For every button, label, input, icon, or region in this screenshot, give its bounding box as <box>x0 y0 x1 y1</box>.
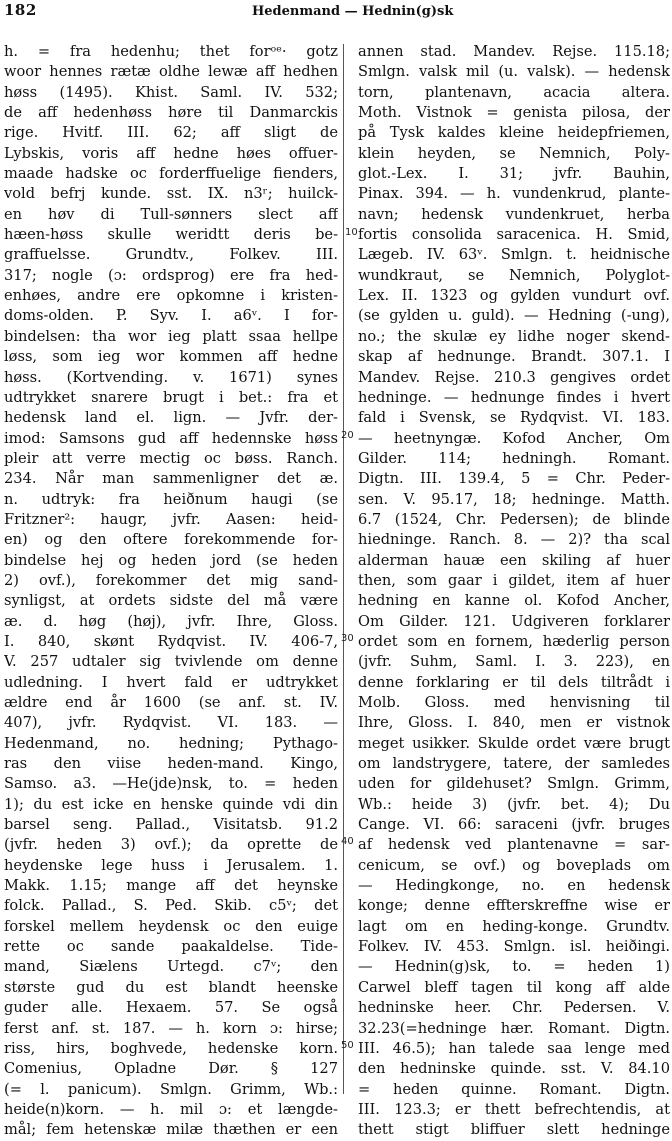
text-line: Moth. Vistnok = genista pilosa, der <box>358 104 670 122</box>
text-line: ældre end år 1600 (se anf. st. IV. <box>4 694 338 711</box>
text-line: = heden quinne. Romant. Digtn. <box>358 1080 670 1098</box>
text-line: woor hennes rætæ oldhe lewæ aff hedhen <box>4 63 338 81</box>
text-line: enhøes, andre ere opkomne i kristen- <box>4 287 338 305</box>
text-line: 1); du est icke en henske quinde vdi din <box>4 795 338 813</box>
page-header <box>0 0 672 26</box>
text-line: 32.23(=hedninge hær. Romant. Digtn. <box>358 1019 670 1037</box>
text-line: en) og den oftere forekommende for- <box>4 531 338 549</box>
text-line: hæen-høss skulle weridtt deris be- <box>4 226 338 244</box>
text-line: annen stad. Mandev. Rejse. 115.18; <box>358 43 670 60</box>
text-line: den hedninske quinde. sst. V. 84.10 <box>358 1060 670 1078</box>
text-line: wundkraut, se Nemnich, Polyglot- <box>358 266 670 284</box>
text-line: høss. (Kortvending. v. 1671) synes <box>4 368 338 386</box>
text-line: 317; nogle (ɔ: ordsprog) ere fra hed- <box>4 266 338 284</box>
text-line: synligst, at ordets sidste del må være <box>4 592 338 610</box>
text-line: Carwel bleff tagen til kong aff alde <box>358 978 670 996</box>
text-line: rige. Hvitf. III. 62; aff sligt de <box>4 124 338 142</box>
text-line: af hedensk ved plantenavne = sar- <box>358 836 670 854</box>
text-line: V. 257 udtaler sig tvivlende om denne <box>4 653 338 671</box>
text-line: barsel seng. Pallad., Visitatsb. 91.2 <box>4 816 338 834</box>
text-line: graffuelsse. Grundtv., Folkev. III. <box>4 246 338 264</box>
text-line: Molb. Gloss. med henvisning til <box>358 694 670 711</box>
text-line: lagt om en heding-konge. Grundtv. <box>358 917 670 935</box>
text-line: fortis consolida saracenica. H. Smid, <box>358 226 670 244</box>
text-line: navn; hedensk vundenkruet, herba <box>358 205 670 223</box>
left-column <box>4 42 338 1141</box>
text-line: III. 46.5); han talede saa lenge med <box>358 1039 670 1057</box>
text-line: meget usikker. Skulde ordet være brugt <box>358 734 670 752</box>
text-line: hedninge. — hednunge findes i hvert <box>358 388 670 406</box>
text-line: doms-olden. P. Syv. I. a6ᵛ. I for- <box>4 307 338 325</box>
text-line: (jvfr. Suhm, Saml. I. 3. 223), en <box>358 653 670 671</box>
text-line: løss, som ieg wor kommen aff hedne <box>4 348 338 366</box>
line-number: 50 <box>341 1040 354 1051</box>
text-line: torn, plantenavn, acacia altera. <box>358 83 670 101</box>
text-line: konge; denne effterskreffne wise er <box>358 897 670 915</box>
text-line: udledning. I hvert fald er udtrykket <box>4 673 338 691</box>
text-line: (= l. panicum). Smlgn. Grimm, Wb.: <box>4 1080 338 1098</box>
text-line: thett stigt bliffuer slett hedninge <box>358 1121 670 1139</box>
text-line: forskel mellem heydensk oc den euige <box>4 917 338 935</box>
text-line: Hedenmand, no. hedning; Pythago- <box>4 734 338 752</box>
text-line: skap af hednunge. Brandt. 307.1. I <box>358 348 670 366</box>
text-line: rette oc sande paakaldelse. Tide- <box>4 938 338 956</box>
text-line: ras den viise heden-mand. Kingo, <box>4 755 338 773</box>
text-line: 407), jvfr. Rydqvist. VI. 183. — <box>4 714 338 732</box>
line-number: 10 <box>345 227 358 238</box>
text-line: de aff hedenhøss høre til Danmarckis <box>4 104 338 122</box>
line-number: 30 <box>341 633 354 644</box>
text-line: sen. V. 95.17, 18; hedninge. Matth. <box>358 490 670 508</box>
text-line: maade hadske oc forderffuelige fienders, <box>4 165 338 183</box>
text-line: Ihre, Gloss. I. 840, men er vistnok <box>358 714 670 732</box>
text-line: h. = fra hedenhu; thet forᵒᵉ· gotz <box>4 43 338 60</box>
text-line: Om Gilder. 121. Udgiveren forklarer <box>358 612 670 630</box>
text-line: Mandev. Rejse. 210.3 gengives ordet <box>358 368 670 386</box>
line-number: 40 <box>341 836 354 847</box>
text-line: — Hedingkonge, no. en hedensk <box>358 877 670 895</box>
text-line: alderman hauæ een skiling af huer <box>358 551 670 569</box>
page-number: 182 <box>4 1 37 19</box>
text-line: then, som gaar i gildet, item af huer <box>358 571 670 589</box>
text-line: æ. d. høg (høj), jvfr. Ihre, Gloss. <box>4 612 338 630</box>
text-line: no.; the skulæ ey lidhe noger skend- <box>358 327 670 345</box>
text-line: udtrykket snarere brugt i bet.: fra et <box>4 388 338 406</box>
text-line: (se gylden u. guld). — Hedning (-ung), <box>358 307 670 325</box>
text-line: fald i Svensk, se Rydqvist. VI. 183. <box>358 409 670 427</box>
text-line: mand, Siælens Urtegd. c7ᵛ; den <box>4 958 338 976</box>
text-line: på Tysk kaldes kleine heidepfriemen, <box>358 124 670 142</box>
text-line: Cange. VI. 66: saraceni (jvfr. bruges <box>358 816 670 834</box>
text-line: Lex. II. 1323 og gylden vundurt ovf. <box>358 287 670 305</box>
text-line: imod: Samsons gud aff hedennske høss <box>4 429 338 447</box>
text-line: Comenius, Opladne Dør. § 127 <box>4 1060 338 1078</box>
text-line: hiedninge. Ranch. 8. — 2)? tha scal <box>358 531 670 549</box>
right-column <box>358 42 670 1141</box>
text-line: cenicum, se ovf.) og boveplads om <box>358 856 670 874</box>
text-line: riss, hirs, boghvede, hedenske korn. <box>4 1039 338 1057</box>
text-line: vold befrj kunde. sst. IX. n3ʳ; huilck- <box>4 185 338 203</box>
text-line: høss (1495). Khist. Saml. IV. 532; <box>4 83 338 101</box>
text-line: I. 840, skønt Rydqvist. IV. 406-7, <box>4 632 338 650</box>
text-line: uden for gildehuset? Smlgn. Grimm, <box>358 775 670 793</box>
text-line: folck. Pallad., S. Ped. Skib. c5ᵛ; det <box>4 897 338 915</box>
text-line: bindelse hej og heden jord (se heden <box>4 551 338 569</box>
text-line: 234. Når man sammenligner det æ. <box>4 470 338 488</box>
text-line: — Hednin(g)sk, to. = heden 1) <box>358 958 670 976</box>
line-number: 20 <box>341 430 354 441</box>
text-line: om landstrygere, tatere, der samledes <box>358 755 670 773</box>
text-line: Makk. 1.15; mange aff det heynske <box>4 877 338 895</box>
text-line: denne forklaring er til dels tiltrådt i <box>358 673 670 691</box>
text-line: heide(n)korn. — h. mil ɔ: et længde- <box>4 1100 338 1118</box>
text-line: Wb.: heide 3) (jvfr. bet. 4); Du <box>358 795 670 813</box>
text-line: ordet som en fornem, hæderlig person <box>358 632 670 650</box>
text-line: glot.-Lex. I. 31; jvfr. Bauhin, <box>358 165 670 183</box>
text-line: Gilder. 114; hedningh. Romant. <box>358 449 670 467</box>
text-line: Pinax. 394. — h. vundenkrud, plante- <box>358 185 670 203</box>
text-line: bindelsen: tha wor ieg platt ssaa hellpe <box>4 327 338 345</box>
text-line: — heetnyngæ. Kofod Ancher, Om <box>358 429 670 447</box>
text-line: mål; fem hetenskæ milæ thæthen er een <box>4 1121 338 1139</box>
text-line: en høv di Tull-sønners slect aff <box>4 205 338 223</box>
text-line: Digtn. III. 139.4, 5 = Chr. Peder- <box>358 470 670 488</box>
running-head: Hedenmand — Hednin(g)sk <box>252 4 454 19</box>
text-line: hedning en kanne ol. Kofod Ancher, <box>358 592 670 610</box>
column-divider <box>343 44 344 1094</box>
text-line: største gud du est blandt heenske <box>4 978 338 996</box>
text-line: 2) ovf.), forekommer det mig sand- <box>4 571 338 589</box>
text-line: Lybskis, voris aff hedne høes offuer- <box>4 144 338 162</box>
text-line: Lægeb. IV. 63ᵛ. Smlgn. t. heidnische <box>358 246 670 264</box>
text-line: Samso. a3. —He(jde)nsk, to. = heden <box>4 775 338 793</box>
text-line: hedninske heer. Chr. Pedersen. V. <box>358 999 670 1017</box>
text-line: Smlgn. valsk mil (u. valsk). — hedensk <box>358 63 670 81</box>
text-line: Fritzner²: haugr, jvfr. Aasen: heid- <box>4 510 338 528</box>
text-line: ferst anf. st. 187. — h. korn ɔ: hirse; <box>4 1019 338 1037</box>
text-line: heydenske lege huss i Jerusalem. 1. <box>4 856 338 874</box>
text-line: pleir att verre mectig oc bøss. Ranch. <box>4 449 338 467</box>
text-line: klein heyden, se Nemnich, Poly- <box>358 144 670 162</box>
text-line: III. 123.3; er thett befrechtendis, at <box>358 1100 670 1118</box>
text-line: (jvfr. heden 3) ovf.); da oprette de <box>4 836 338 854</box>
text-line: n. udtryk: fra heiðnum haugi (se <box>4 490 338 508</box>
text-line: hedensk land el. lign. — Jvfr. der- <box>4 409 338 427</box>
text-line: 6.7 (1524, Chr. Pedersen); de blinde <box>358 510 670 528</box>
text-line: Folkev. IV. 453. Smlgn. isl. heiðingi. <box>358 938 670 956</box>
text-line: guder alle. Hexaem. 57. Se også <box>4 999 338 1017</box>
